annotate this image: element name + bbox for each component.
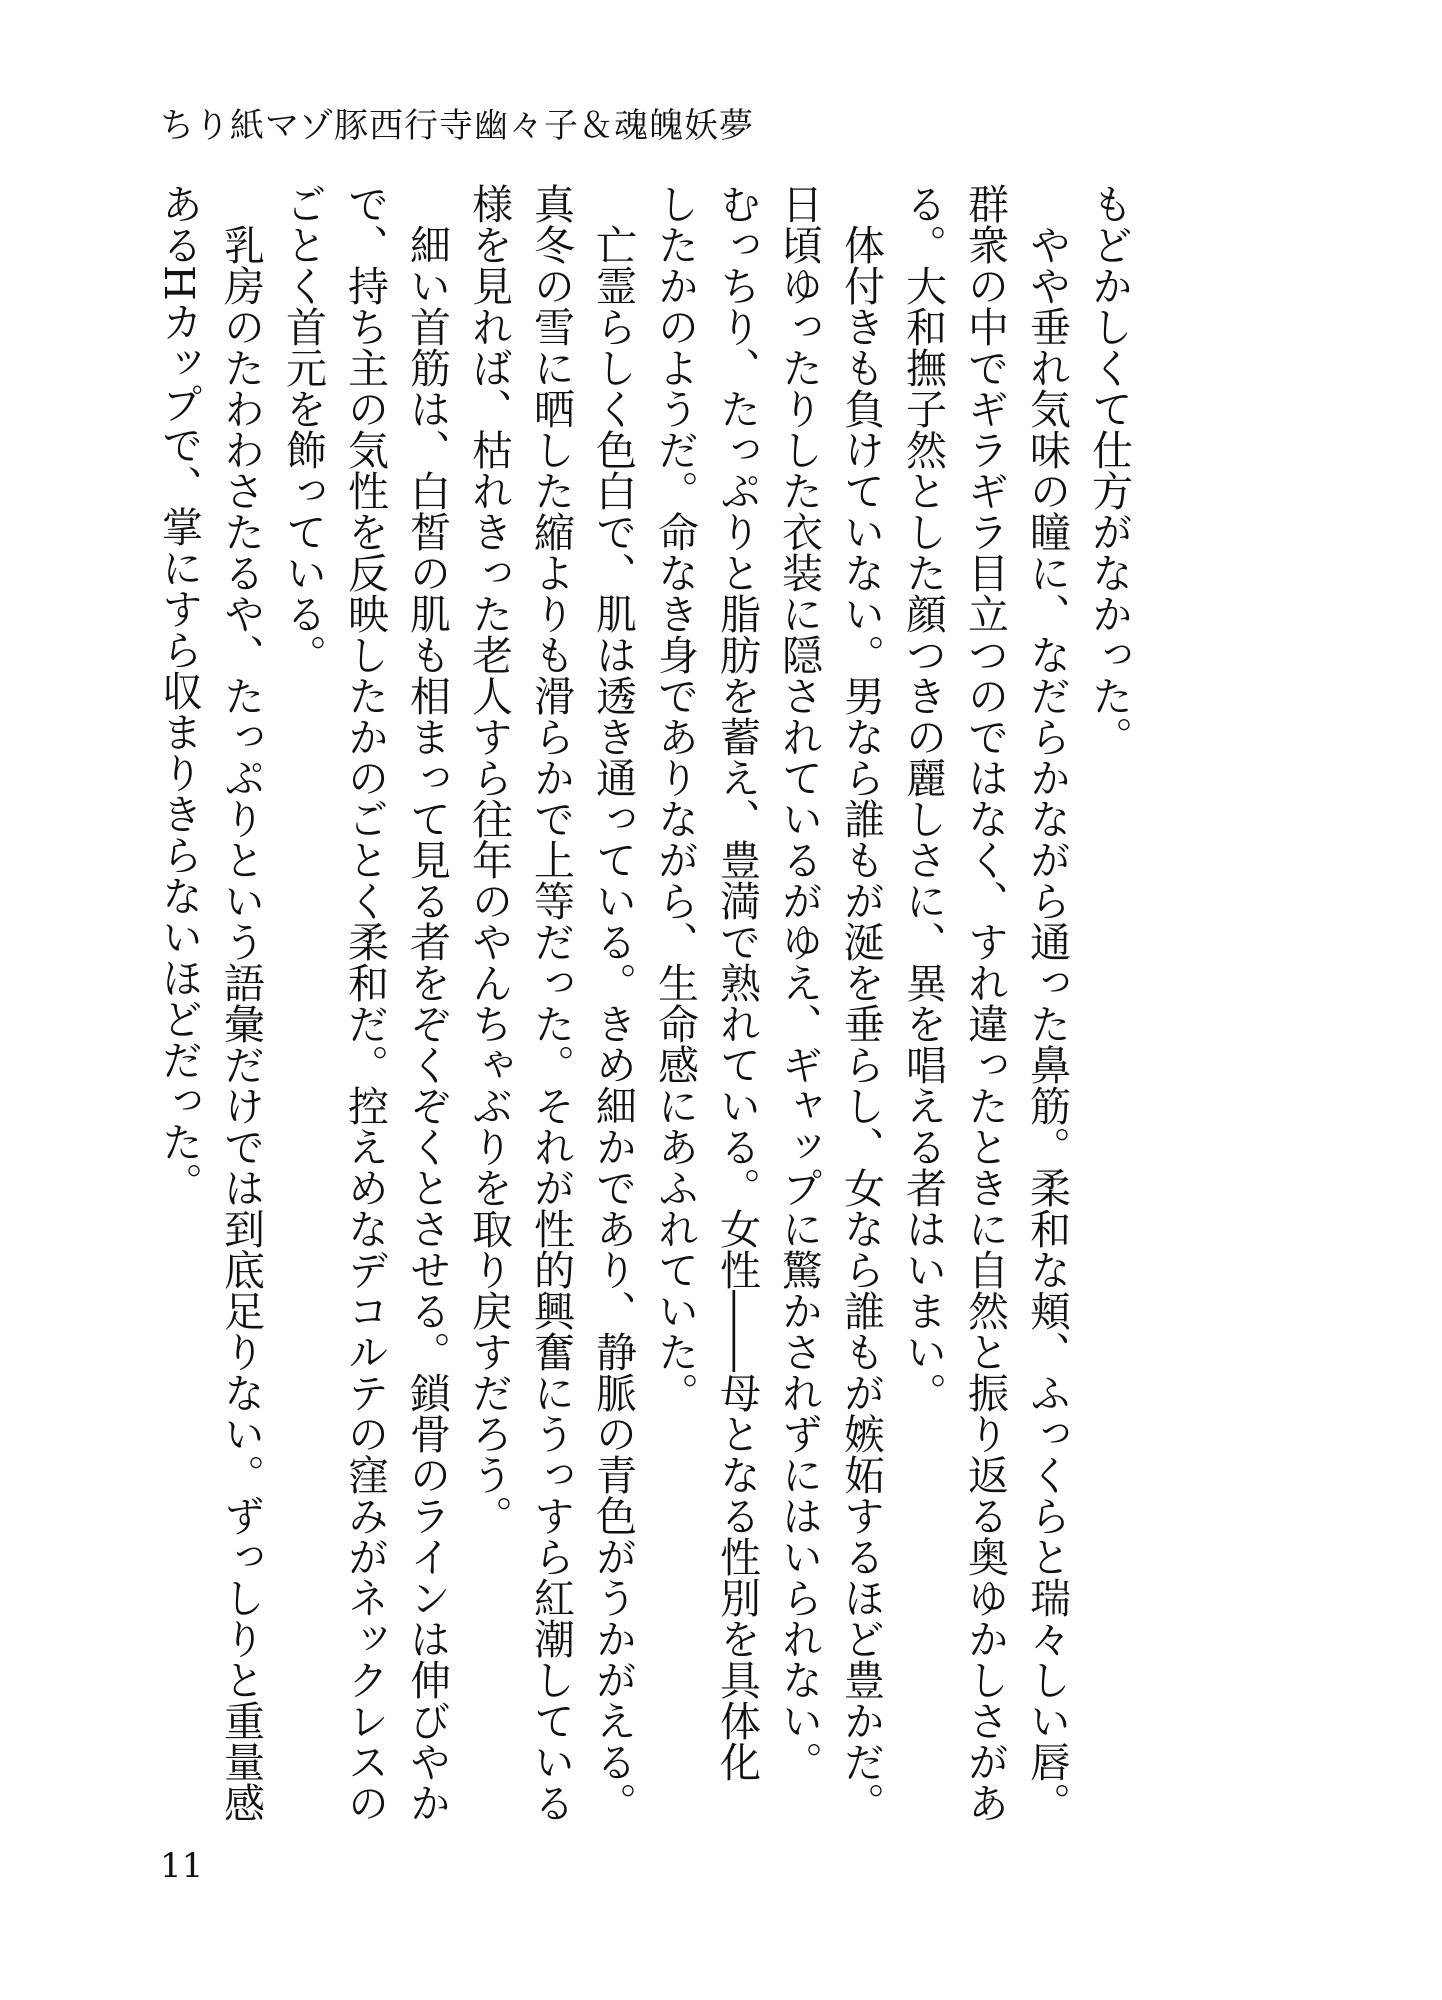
text-column: 真冬の雪に晒した縮よりも滑らかで上等だった。それが性的興奮にうっすら紅潮している [527,183,575,1823]
text-column: 乳房のたわわさたるや、たっぷりという語彙だけでは到底足りない。ずっしりと重量感 [217,183,265,1823]
text-column: る。大和撫子然とした顔つきの麗しさに、異を唱える者はいまい。 [899,183,947,1413]
text-column: 群衆の中でギラギラ目立つのではなく、すれ違ったときに自然と振り返る奥ゆかしさがあ [961,183,1009,1823]
vertical-body-text [148,183,1140,1843]
text-column: やや垂れ気味の瞳に、なだらかながら通った鼻筋。柔和な頬、ふっくらと瑞々しい唇。 [1023,183,1071,1823]
text-column: ごとく首元を飾っている。 [279,183,327,675]
text-column: 体付きも負けていない。男なら誰もが涎を垂らし、女なら誰もが嫉妬するほど豊かだ。 [837,183,885,1823]
text-column: 亡霊らしく色白で、肌は透き通っている。きめ細かであり、静脈の青色がうかがえる。 [589,183,637,1823]
text-column: 細い首筋は、白皙の肌も相まって見る者をぞくぞくとさせる。鎖骨のラインは伸びやか [403,183,451,1823]
page-number: 11 [160,1846,204,1886]
text-column: むっちり、たっぷりと脂肪を蓄え、豊満で熟れている。女性――母となる性別を具体化 [713,183,761,1782]
text-column: あるHカップで、掌にすら収まりきらないほどだった。 [155,183,203,1203]
running-header: ちり紙マゾ豚西行寺幽々子＆魂魄妖夢 [160,106,754,146]
text-column: 様を見れば、枯れきった老人すら往年のやんちゃぶりを取り戻すだろう。 [465,183,513,1536]
text-column: 日頃ゆったりした衣装に隠されているがゆえ、ギャップに驚かされずにはいられない。 [775,183,823,1782]
text-column: もどかしくて仕方がなかった。 [1085,183,1133,757]
text-column: で、持ち主の気性を反映したかのごとく柔和だ。控えめなデコルテの窪みがネックレスの [341,183,389,1823]
text-column: したかのようだ。命なき身でありながら、生命感にあふれていた。 [651,183,699,1413]
